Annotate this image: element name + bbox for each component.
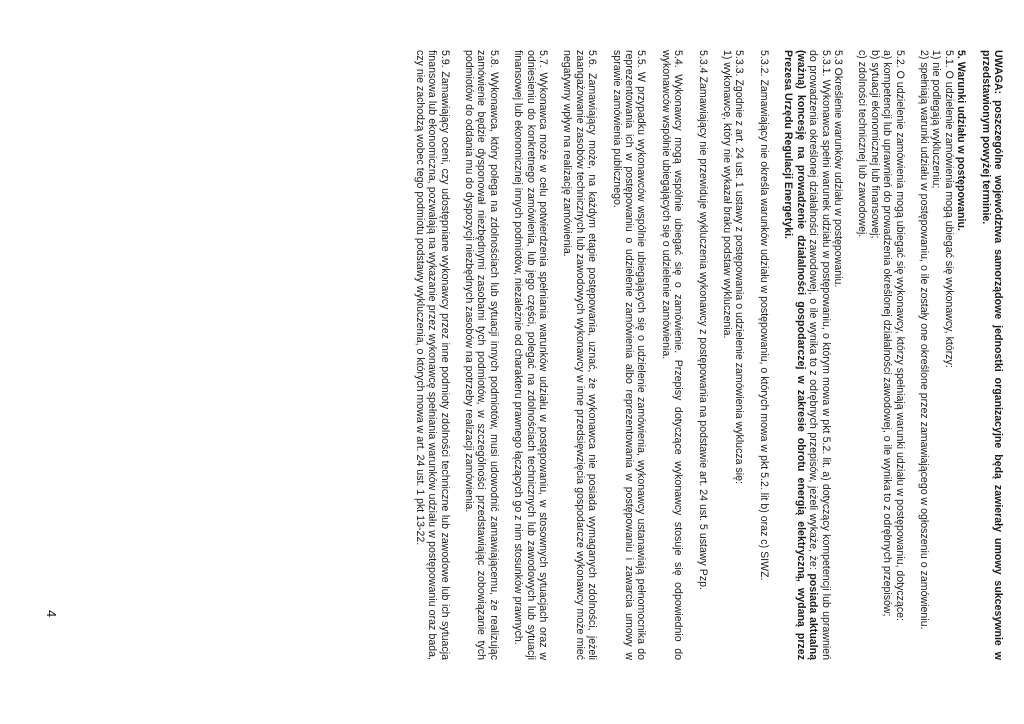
list-item-5-1-2: 2) spełniają warunki udziału w postępowaniu, o ile zostały one określone przez zamawiającego w ogłoszeniu o zamówieniu. [917, 50, 930, 630]
paragraph-5-3-1 [782, 50, 832, 660]
list-item-5-3-3-1: 1) wykonawcę, który nie wykazał braku podstaw wykluczenia. [721, 50, 734, 339]
paragraph-5-3: 5.3 Określenie warunków udziału w postępowaniu. [831, 50, 844, 288]
list-item-5-2-b: b) sytuacji ekonomicznej lub finansowej; [868, 50, 881, 239]
notice-paragraph: UWAGA: poszczególne województwa samorządowe jednostki organizacyjne będą zawierały umowy sukcesywnie w przedstawionym powyżej terminie. [979, 50, 1004, 660]
paragraph-5-5: 5.5. W przypadku wykonawców wspólnie ubiegających się o udzielenie zamówienia, wykonawcy ustanawiają pełnomocnika do reprezentowania ich w postępowaniu o udzielenie zamówienia albo reprezentowania w postępowaniu i zawarcia umowy w sprawie zamówienia publicznego. [610, 50, 648, 660]
paragraph-5-3-4: 5.3.4 Zamawiający nie przewiduje wykluczenia wykonawcy z postępowania na podstawie art. 24 ust. 5 ustawy Pzp. [696, 50, 709, 590]
list-item-5-2-c: c) zdolności technicznej lub zawodowej. [856, 50, 869, 238]
paragraph-5-7: 5.7. Wykonawca może w celu potwierdzenia spełniania warunków udziału w postępowaniu, w stosownych sytuacjach oraz w odniesieniu do konkretnego zamówienia, lub jego części, polegać na zdolnościach technicznych lub zawodowych lub sytuacji finansowej lub ekonomicznej innych podmiotów, niezależnie od charakteru prawnego łączących go z nim stosunków prawnych. [512, 50, 550, 660]
paragraph-5-9: 5.9. Zamawiający oceni, czy udostępniane wykonawcy przez inne podmioty zdolności techniczne lub zawodowe lub ich sytuacja finansowa lub ekonomiczna, pozwalają na wykazanie przez wykonawcę spełniania warunków udziału w postępowaniu oraz bada, czy nie zachodzą wobec tego podmiotu podstawy wykluczenia, o których mowa w art. 24 ust. 1 pkt 13-22. [413, 50, 451, 660]
paragraph-5-6: 5.6. Zamawiający może, na każdym etapie postępowania, uznać, że wykonawca nie posiada wymaganych zdolności, jeżeli zaangażowanie zasobów technicznych lub zawodowych wykonawcy w inne przedsięwzięcia gospodarcze wykonawcy może mieć negatywny wpływ na realizację zamówienia. [561, 50, 599, 660]
document-content [413, 50, 1004, 660]
paragraph-5-3-1-text: 5.3.1. Wykonawca spełni warunek udziału w postępowaniu, o którym mowa w pkt 5.2. lit. a) dotyczący kompetencji lub uprawnień do prowadzenia określonej działalności zawodowej, o ile wynika to z odrębnych przepisów, jeżeli wykaże, że: [807, 50, 832, 660]
paragraph-5-3-3: 5.3.3. Zgodnie z art. 24 ust. 1 ustawy z postępowania o udzielenie zamówienia wyklucza się: [733, 50, 746, 484]
paragraph-5-3-1-emphasis: posiada aktualną (ważną) koncesję na prowadzenie działalności gospodarczej w zakresie obrotu energią elektryczną, wydaną przez Prezesa Urzędu Regulacji Energetyki. [782, 50, 820, 660]
paragraph-5-4: 5.4. Wykonawcy mogą wspólnie ubiegać się o zamówienie. Przepisy dotyczące wykonawcy stosuje się odpowiednio do wykonawców wspólnie ubiegających się o udzielenie zamówienia. [659, 50, 685, 660]
paragraph-5-1: 5.1. O udzielenie zamówienia mogą ubiegać się wykonawcy, którzy: [942, 50, 955, 368]
paragraph-5-3-2: 5.3.2. Zamawiający nie określa warunków udziału w postępowaniu, o których mowa w pkt 5.2. lit b) oraz c) SIWZ. [757, 50, 770, 581]
page-number: 4 [44, 610, 59, 618]
paragraph-5-2: 5.2. O udzielenie zamówienia mogą ubiegać się wykonawcy, którzy spełniają warunki udziału w postępowaniu, dotyczące: [893, 50, 906, 621]
section-heading: 5. Warunki udziału w postępowaniu. [955, 50, 968, 231]
list-item-5-2-a: a) kompetencji lub uprawnień do prowadzenia określonej działalności zawodowej, o ile wynika to z odrębnych przepisów; [881, 50, 894, 617]
paragraph-5-8: 5.8. Wykonawca, który polega na zdolnościach lub sytuacji innych podmiotów, musi udowodnić zamawiającemu, że realizując zamówienie będzie dysponował niezbędnymi zasobami tych podmiotów, w szczególności przedstawiając zobowiązanie tych podmiotów do oddania mu do dyspozycji niezbędnych zasobów na potrzeby realizacji zamówienia. [463, 50, 500, 660]
list-item-5-1-1: 1) nie podlegają wykluczeniu; [930, 50, 943, 189]
